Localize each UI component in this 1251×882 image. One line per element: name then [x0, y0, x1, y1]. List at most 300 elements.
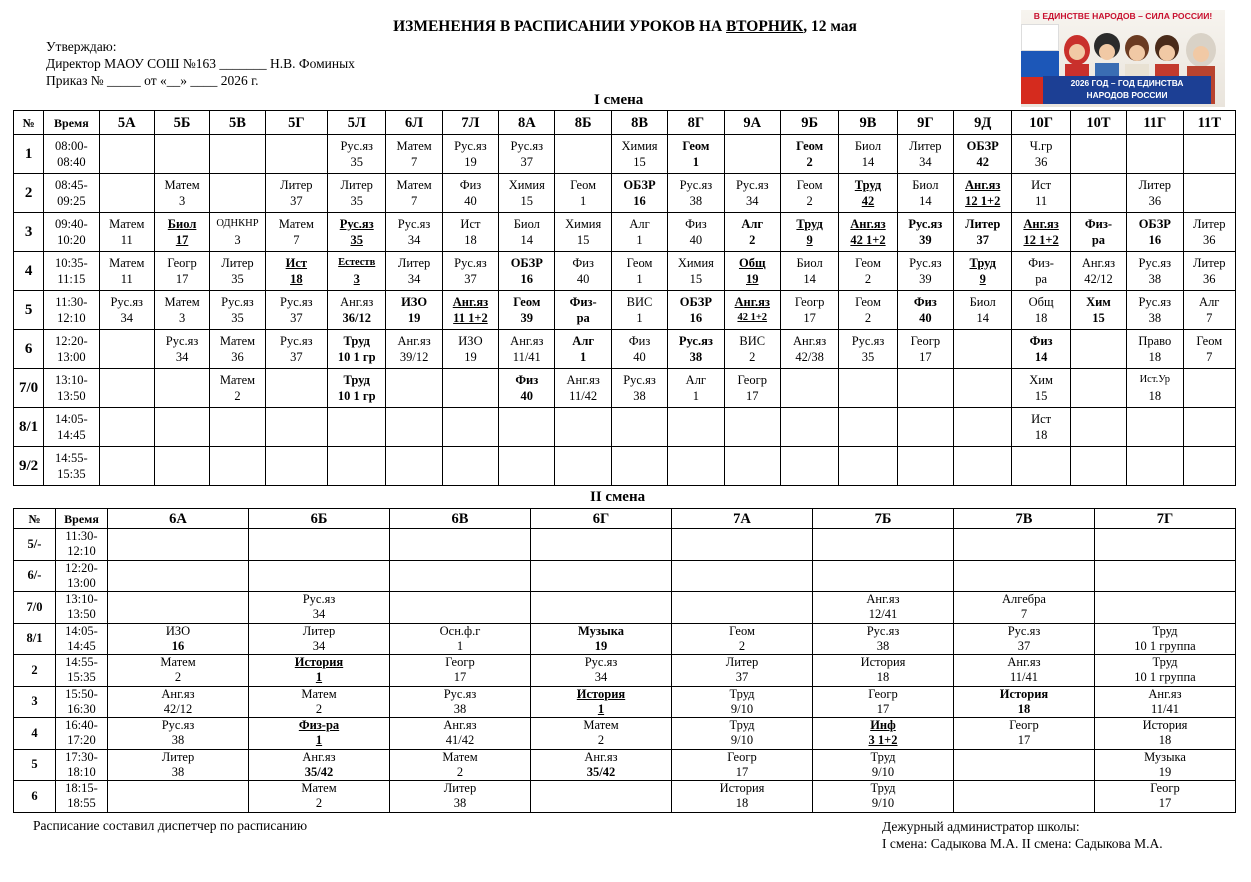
lesson-number: 4	[14, 252, 44, 291]
room-number: 17	[175, 272, 189, 286]
room-number: 14	[803, 272, 816, 286]
lesson-cell	[390, 781, 531, 813]
subject-name: Геом	[855, 256, 881, 270]
subject-name: Литер	[161, 749, 195, 764]
lesson-cell	[611, 252, 667, 291]
subject-name: Литер	[965, 217, 1001, 231]
room-number: 10 1 гр	[337, 350, 376, 364]
lesson-cell	[780, 252, 838, 291]
lesson-time	[44, 213, 99, 252]
lesson-time-end: 18:10	[67, 764, 96, 779]
room-number: 14	[1034, 350, 1048, 364]
lesson-cell	[1070, 408, 1126, 447]
room-number: 34	[312, 638, 326, 653]
lesson-cell	[954, 408, 1012, 447]
room-number: 12 1+2	[1023, 233, 1059, 247]
lesson-number: 7/0	[14, 369, 44, 408]
room-number: 10 1 группа	[1134, 670, 1196, 685]
lesson-cell	[724, 447, 780, 486]
lesson-cell	[1127, 291, 1183, 330]
lesson-cell	[839, 174, 897, 213]
room-number: 18	[1034, 428, 1048, 442]
room-number: 35/42	[304, 764, 334, 779]
lesson-cell	[780, 213, 838, 252]
room-number: 37	[735, 670, 749, 685]
lesson-cell	[954, 623, 1095, 655]
lesson-cell	[813, 592, 954, 624]
lesson-cell	[897, 213, 953, 252]
subject-name: Анг.яз	[1007, 655, 1041, 670]
subject-name: Общ	[738, 256, 766, 270]
lesson-cell	[328, 447, 386, 486]
room-number: 42/12	[1084, 272, 1113, 286]
lesson-cell	[780, 330, 838, 369]
lesson-cell	[1183, 135, 1236, 174]
lesson-cell	[555, 213, 611, 252]
lesson-cell	[1095, 781, 1236, 813]
room-number: 18	[876, 670, 890, 685]
lesson-cell	[672, 655, 813, 687]
subject-name: Рус.яз	[110, 295, 143, 309]
class-header-6Г: 6Г	[531, 509, 672, 529]
lesson-time-end: 13:00	[67, 575, 96, 590]
lesson-cell	[1095, 623, 1236, 655]
lesson-cell	[668, 252, 724, 291]
room-number: 35	[350, 155, 363, 169]
lesson-cell	[954, 291, 1012, 330]
lesson-number: 2	[14, 655, 56, 687]
room-number: 7	[1206, 350, 1213, 364]
lesson-time-start: 09:40-	[55, 217, 88, 231]
lesson-number: 6	[14, 781, 56, 813]
lesson-time-end: 15:35	[57, 467, 86, 481]
room-number: 7	[1020, 607, 1028, 622]
room-number: 7	[293, 233, 300, 247]
room-number: 17	[876, 701, 890, 716]
room-number: 14	[919, 194, 932, 208]
lesson-cell	[1127, 135, 1183, 174]
lesson-cell	[780, 291, 838, 330]
room-number: 14	[861, 155, 875, 169]
subject-name: Анг.яз	[340, 295, 374, 309]
subject-name: Рус.яз	[908, 217, 943, 231]
room-number: 34	[407, 233, 421, 247]
lesson-time	[44, 369, 99, 408]
lesson-cell	[154, 408, 209, 447]
subject-name: Анг.яз	[734, 295, 770, 309]
lesson-cell	[499, 174, 555, 213]
lesson-number: 6/-	[14, 560, 56, 592]
lesson-cell	[99, 447, 154, 486]
room-number: 37	[290, 194, 303, 208]
lesson-time-end: 08:40	[57, 155, 86, 169]
lesson-cell	[954, 529, 1095, 561]
lesson-cell	[99, 135, 154, 174]
subject-name: Рус.яз	[165, 334, 199, 348]
lesson-time-start: 18:15-	[65, 781, 98, 796]
approval-line-3: Приказ № _____ от «__» ____ 2026 г.	[46, 73, 259, 88]
room-number: 42	[976, 155, 989, 169]
lesson-time	[56, 781, 108, 813]
lesson-cell	[668, 174, 724, 213]
room-number: 2	[864, 272, 872, 286]
lesson-cell	[531, 592, 672, 624]
lesson-cell	[108, 623, 249, 655]
class-header-9А: 9А	[724, 111, 780, 135]
room-number: 11/42	[569, 389, 598, 403]
class-header-5Л: 5Л	[328, 111, 386, 135]
subject-name: Литер	[725, 655, 759, 670]
room-number: 3 1+2	[868, 733, 898, 748]
lesson-cell	[813, 560, 954, 592]
room-number: 42/38	[795, 350, 824, 364]
subject-name: Рус.яз	[454, 139, 487, 153]
lesson-cell	[724, 135, 780, 174]
lesson-cell	[672, 781, 813, 813]
subject-name: Матем	[219, 334, 256, 348]
lesson-cell	[724, 408, 780, 447]
subject-name: Анг.яз	[302, 749, 336, 764]
room-number: 35	[231, 272, 244, 286]
subject-name: Геом	[796, 178, 823, 192]
room-number: 37	[464, 272, 477, 286]
subject-name: ОБЗР	[1138, 217, 1171, 231]
lesson-cell	[531, 686, 672, 718]
lesson-row	[14, 623, 1236, 655]
subject-name: Матем	[301, 686, 337, 701]
subject-name: Рус.яз	[302, 592, 336, 607]
room-number: 2	[315, 701, 323, 716]
class-header-10Г: 10Г	[1012, 111, 1070, 135]
subject-name: Матем	[396, 178, 432, 192]
room-number: 34	[120, 311, 133, 325]
lesson-cell	[555, 330, 611, 369]
subject-name: Геом	[855, 295, 881, 309]
lesson-cell	[1070, 213, 1126, 252]
room-number: 1	[597, 701, 605, 716]
room-number: 18	[290, 272, 303, 286]
lesson-cell	[108, 655, 249, 687]
room-number: 38	[689, 194, 703, 208]
room-number: 36	[1034, 155, 1048, 169]
lesson-cell	[780, 135, 838, 174]
lesson-row	[14, 135, 1236, 174]
lesson-time-end: 13:50	[57, 389, 86, 403]
lesson-time-start: 08:45-	[55, 178, 88, 192]
lesson-cell	[724, 369, 780, 408]
lesson-cell	[897, 174, 953, 213]
lesson-row	[14, 560, 1236, 592]
class-header-5Г: 5Г	[265, 111, 327, 135]
subject-name: Литер	[443, 781, 477, 796]
lesson-cell	[442, 447, 498, 486]
subject-name: ВИС	[739, 334, 766, 348]
lesson-cell	[1012, 174, 1070, 213]
lesson-cell	[108, 592, 249, 624]
room-number: 11	[1035, 194, 1048, 208]
lesson-cell	[1070, 174, 1126, 213]
room-number: 3	[353, 272, 360, 286]
lesson-cell	[1183, 174, 1236, 213]
subject-name: Анг.яз	[866, 592, 900, 607]
room-number: 1	[315, 670, 323, 685]
room-number: 40	[576, 272, 590, 286]
lesson-cell	[249, 592, 390, 624]
subject-name: Литер	[340, 178, 373, 192]
lesson-cell	[390, 718, 531, 750]
lesson-cell	[390, 749, 531, 781]
room-number: 40	[520, 389, 534, 403]
room-number: 1	[315, 733, 323, 748]
subject-name: Рус.яз	[161, 718, 195, 733]
class-header-8А: 8А	[499, 111, 555, 135]
room-number: ра	[1035, 272, 1047, 286]
subject-name: Литер	[1138, 178, 1172, 192]
lesson-cell	[555, 291, 611, 330]
lesson-cell	[954, 369, 1012, 408]
room-number: 9	[806, 233, 813, 247]
room-number: 1	[636, 233, 643, 247]
lesson-number: 3	[14, 213, 44, 252]
room-number: 9	[979, 272, 986, 286]
room-number: 39/12	[399, 350, 429, 364]
lesson-cell	[668, 447, 724, 486]
room-number: 1	[580, 194, 587, 208]
subject-name: Труд	[796, 217, 823, 231]
lesson-cell	[1127, 447, 1183, 486]
lesson-cell	[668, 408, 724, 447]
class-header-10Т: 10Т	[1070, 111, 1126, 135]
room-number: 42	[861, 194, 875, 208]
lesson-time-start: 12:20-	[65, 560, 98, 575]
room-number: 39	[919, 233, 932, 247]
room-number: 35	[350, 233, 363, 247]
lesson-cell	[1070, 369, 1126, 408]
subject-name: ОДНКНР	[216, 218, 259, 229]
lesson-cell	[1012, 213, 1070, 252]
lesson-cell	[1095, 560, 1236, 592]
lesson-cell	[328, 330, 386, 369]
lesson-time	[44, 291, 99, 330]
room-number: 14	[520, 233, 534, 247]
subject-name: ОБЗР	[679, 295, 712, 309]
room-number: 2	[806, 155, 813, 169]
lesson-row	[14, 655, 1236, 687]
subject-name: Геогр	[445, 655, 475, 670]
lesson-cell	[328, 174, 386, 213]
subject-name: Геогр	[910, 334, 941, 348]
lesson-cell	[672, 749, 813, 781]
subject-name: Биол	[854, 139, 882, 153]
lesson-cell	[954, 174, 1012, 213]
room-number: 15	[1092, 311, 1105, 325]
room-number: 36	[1203, 272, 1216, 286]
room-number: 42 1+2	[737, 312, 768, 323]
lesson-cell	[210, 408, 265, 447]
room-number: 10 1 группа	[1134, 638, 1196, 653]
room-number: 17	[919, 350, 932, 364]
subject-name: Ист	[1031, 412, 1052, 426]
subject-name: Геом	[796, 139, 824, 153]
subject-name: Анг.яз	[510, 334, 544, 348]
lesson-cell	[386, 252, 442, 291]
lesson-cell	[99, 174, 154, 213]
class-header-9В: 9В	[839, 111, 897, 135]
room-number: 40	[633, 350, 646, 364]
subject-name: Анг.яз	[1148, 686, 1182, 701]
room-number: 17	[745, 389, 759, 403]
lesson-time-end: 11:15	[57, 272, 86, 286]
lesson-cell	[210, 252, 265, 291]
lesson-cell	[1127, 174, 1183, 213]
lesson-time-end: 12:10	[57, 311, 86, 325]
subject-name: Анг.яз	[584, 749, 618, 764]
subject-name: Биол	[513, 217, 540, 231]
subject-name: Матем	[164, 178, 200, 192]
room-number: 3	[178, 311, 186, 325]
room-number: 15	[520, 194, 534, 208]
room-number: 7	[410, 155, 418, 169]
subject-name: История	[294, 655, 344, 670]
lesson-cell	[611, 447, 667, 486]
lesson-cell	[555, 252, 611, 291]
lesson-cell	[780, 369, 838, 408]
lesson-row	[14, 529, 1236, 561]
lesson-cell	[1095, 749, 1236, 781]
room-number: 38	[171, 764, 185, 779]
lesson-number: 6	[14, 330, 44, 369]
room-number: 18	[1034, 311, 1048, 325]
subject-name: Алг	[629, 217, 650, 231]
lesson-cell	[328, 213, 386, 252]
title-suffix: , 12 мая	[803, 18, 857, 35]
lesson-cell	[611, 369, 667, 408]
subject-name: Алг	[1199, 295, 1220, 309]
lesson-row	[14, 291, 1236, 330]
lesson-cell	[210, 330, 265, 369]
class-header-8Б: 8Б	[555, 111, 611, 135]
lesson-time-start: 13:10-	[65, 592, 98, 607]
subject-name: Физ	[572, 256, 594, 270]
room-number: 9/10	[871, 764, 895, 779]
lesson-time-start: 12:20-	[55, 334, 88, 348]
lesson-time	[44, 408, 99, 447]
lesson-cell	[99, 330, 154, 369]
subject-name: Химия	[565, 217, 602, 231]
room-number: 38	[171, 733, 185, 748]
subject-name: Геогр	[794, 295, 825, 309]
subject-name: Труд	[854, 178, 882, 192]
lesson-cell	[154, 174, 209, 213]
subject-name: Алг	[572, 334, 595, 348]
lesson-cell	[531, 560, 672, 592]
room-number: 18	[1017, 701, 1031, 716]
lesson-cell	[108, 781, 249, 813]
room-number: 15	[689, 272, 703, 286]
class-header-8Г: 8Г	[668, 111, 724, 135]
subject-name: Геом	[682, 139, 710, 153]
subject-name: Геогр	[1150, 781, 1180, 796]
subject-name: Труд	[870, 749, 896, 764]
lesson-cell	[897, 252, 953, 291]
lesson-cell	[672, 623, 813, 655]
lesson-cell	[555, 174, 611, 213]
room-number: 3	[178, 194, 186, 208]
lesson-cell	[813, 623, 954, 655]
subject-name: Матем	[583, 718, 619, 733]
lesson-cell	[249, 655, 390, 687]
lesson-cell	[1127, 369, 1183, 408]
lesson-cell	[499, 369, 555, 408]
footer-duty-label: Дежурный администратор школы:	[882, 819, 1080, 834]
lesson-cell	[1012, 447, 1070, 486]
lesson-cell	[265, 213, 327, 252]
lesson-time-start: 16:40-	[65, 718, 98, 733]
room-number: 11	[120, 233, 133, 247]
footer-duty-names: I смена: Садыкова М.А. II смена: Садыкова М.А.	[882, 836, 1163, 851]
lesson-time-start: 13:10-	[55, 373, 88, 387]
subject-name: Анг.яз	[161, 686, 195, 701]
subject-name: Алг	[741, 217, 764, 231]
subject-name: Труд	[343, 334, 370, 348]
room-number: 14	[976, 311, 989, 325]
lesson-cell	[1012, 252, 1070, 291]
subject-name: Рус.яз	[679, 178, 713, 192]
room-number: 19	[1158, 764, 1172, 779]
room-number: 9/10	[871, 796, 895, 811]
room-number: 17	[175, 233, 189, 247]
lesson-cell	[99, 252, 154, 291]
subject-name: Рус.яз	[1138, 256, 1172, 270]
subject-name: Анг.яз	[792, 334, 827, 348]
lesson-number: 5	[14, 749, 56, 781]
lesson-cell	[555, 408, 611, 447]
lesson-cell	[897, 447, 953, 486]
lesson-cell	[210, 174, 265, 213]
lesson-cell	[386, 408, 442, 447]
lesson-cell	[99, 408, 154, 447]
lesson-time-start: 15:50-	[65, 686, 98, 701]
lesson-cell	[154, 213, 209, 252]
banner-bottom-line-1: 2026 ГОД – ГОД ЕДИНСТВА	[1070, 78, 1184, 88]
room-number: 41/42	[445, 733, 475, 748]
lesson-cell	[99, 369, 154, 408]
lesson-cell	[531, 749, 672, 781]
subject-name: Анг.яз	[850, 217, 886, 231]
lesson-cell	[210, 135, 265, 174]
lesson-cell	[265, 447, 327, 486]
lesson-cell	[108, 718, 249, 750]
lesson-number: 5	[14, 291, 44, 330]
subject-name: Рус.яз	[340, 139, 373, 153]
subject-name: Рус.яз	[735, 178, 769, 192]
lesson-number: 9/2	[14, 447, 44, 486]
lesson-cell	[1012, 291, 1070, 330]
lesson-cell	[390, 655, 531, 687]
subject-name: Хим	[1086, 295, 1111, 309]
lesson-cell	[154, 291, 209, 330]
room-number: 18	[1148, 389, 1162, 403]
room-number: 34	[312, 607, 326, 622]
subject-name: Геогр	[727, 749, 757, 764]
subject-name: Матем	[160, 655, 196, 670]
subject-name: Рус.яз	[397, 217, 431, 231]
lesson-cell	[780, 174, 838, 213]
class-header-6А: 6А	[108, 509, 249, 529]
room-number: 12/41	[868, 607, 898, 622]
lesson-cell	[1070, 291, 1126, 330]
lesson-cell	[1070, 135, 1126, 174]
